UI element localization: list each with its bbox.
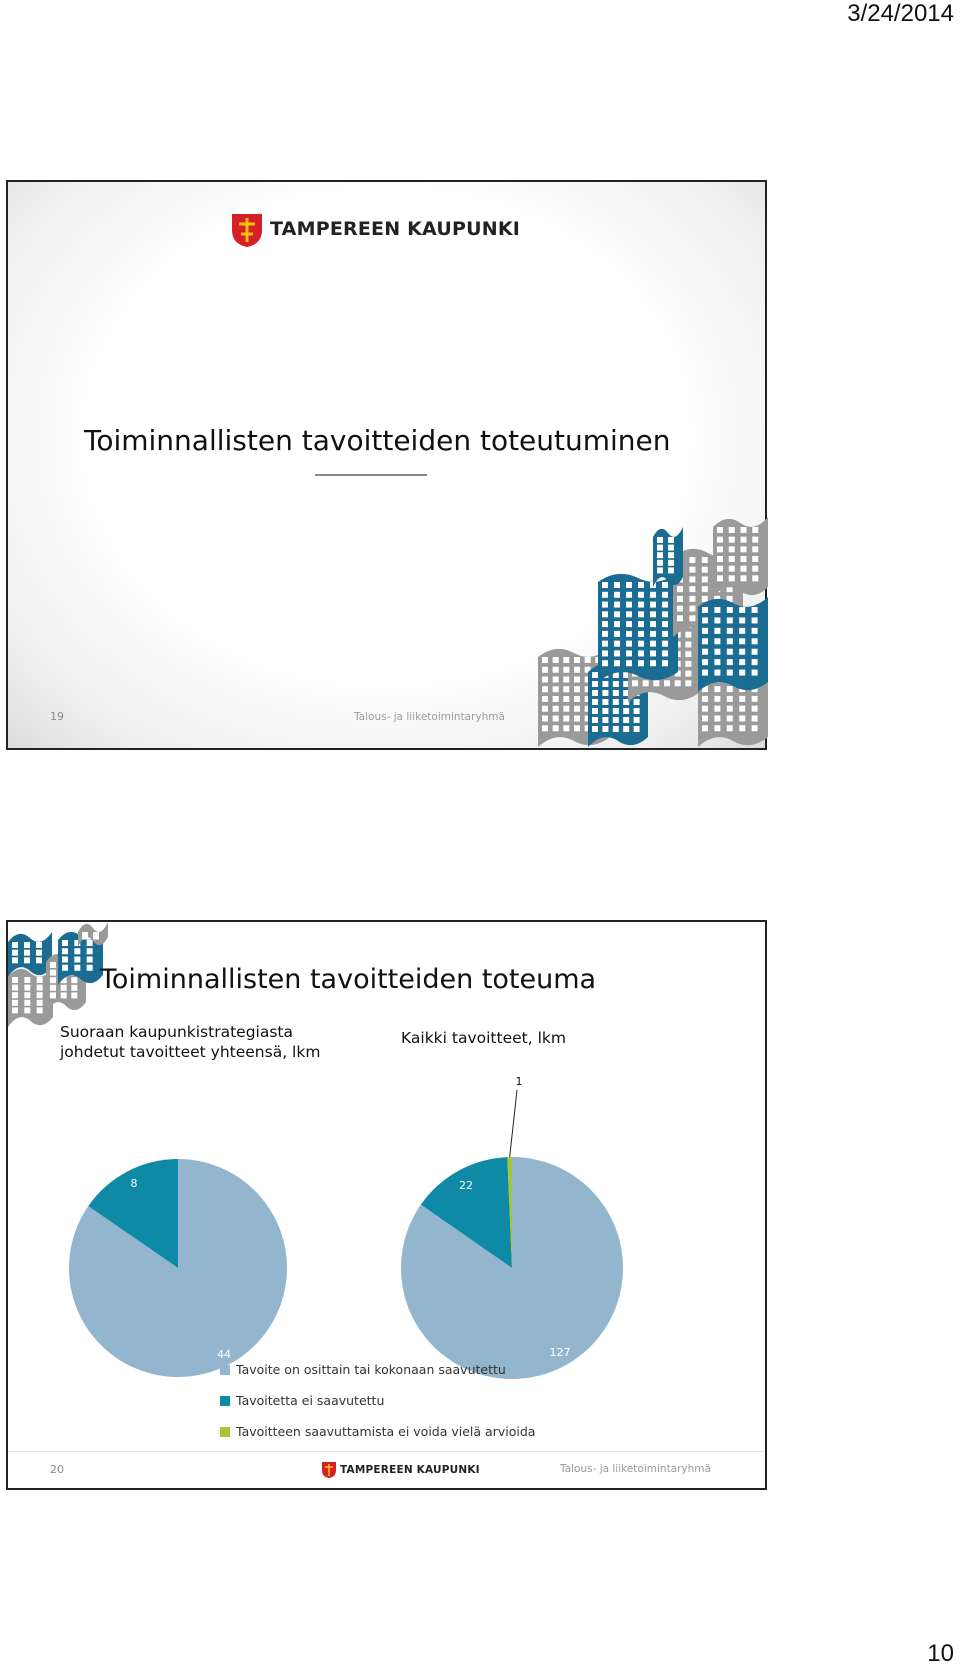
slide-footer (8, 1451, 765, 1488)
slide-title: Toiminnallisten tavoitteiden toteutuminen (84, 424, 671, 457)
chart1-title-line1: Suoraan kaupunkistrategiasta (60, 1023, 293, 1041)
pie-chart-all-goals (378, 1062, 765, 1359)
pie-data-label: 1 (515, 1075, 523, 1088)
slide-number: 20 (50, 1463, 64, 1476)
slide-title: Toiminnallisten tavoitteiden toteuma (100, 964, 597, 995)
legend-label: Tavoitetta ei saavutettu (236, 1393, 385, 1408)
building-shape (653, 527, 683, 587)
slide-19 (6, 180, 767, 750)
brand-wordmark: TAMPEREEN KAUPUNKI (340, 1464, 480, 1476)
pie-chart-strategy-goals (8, 1062, 378, 1361)
chart1-title-line2: johdetut tavoitteet yhteensä, lkm (60, 1043, 321, 1061)
coat-of-arms-logo (321, 1461, 337, 1479)
legend-label: Tavoitteen saavuttamista ei voida vielä arvioida (236, 1424, 536, 1439)
page-number: 10 (927, 1640, 954, 1667)
leader-line (510, 1090, 517, 1157)
building-shape (713, 517, 768, 597)
print-date: 3/24/2014 (847, 0, 954, 27)
chart-legend (220, 1354, 535, 1447)
legend-item (220, 1385, 535, 1416)
legend-swatch-not-achieved (220, 1396, 230, 1406)
building-shape (598, 572, 678, 682)
pie-data-label: 8 (130, 1177, 138, 1190)
pie-data-label: 22 (459, 1179, 473, 1192)
slide-number: 19 (50, 710, 64, 723)
title-underline (315, 474, 427, 476)
chart1-title (60, 1022, 320, 1062)
chart2-title: Kaikki tavoitteet, lkm (401, 1029, 566, 1047)
footer-group: Talous- ja liiketoimintaryhmä (354, 711, 505, 723)
legend-swatch-achieved (220, 1365, 230, 1375)
building-pattern-graphic (528, 517, 768, 747)
legend-item (220, 1416, 535, 1447)
slide-20 (6, 920, 767, 1490)
legend-swatch-not-assessable (220, 1427, 230, 1437)
pie-data-label: 44 (217, 1348, 231, 1361)
building-shape (698, 597, 768, 692)
pie-data-label: 127 (549, 1346, 571, 1359)
building-shape (8, 932, 52, 977)
legend-label: Tavoite on osittain tai kokonaan saavutettu (236, 1362, 506, 1377)
legend-item (220, 1354, 535, 1385)
coat-of-arms-logo (230, 212, 266, 248)
brand-wordmark: TAMPEREEN KAUPUNKI (270, 218, 521, 240)
footer-group: Talous- ja liiketoimintaryhmä (560, 1463, 711, 1475)
